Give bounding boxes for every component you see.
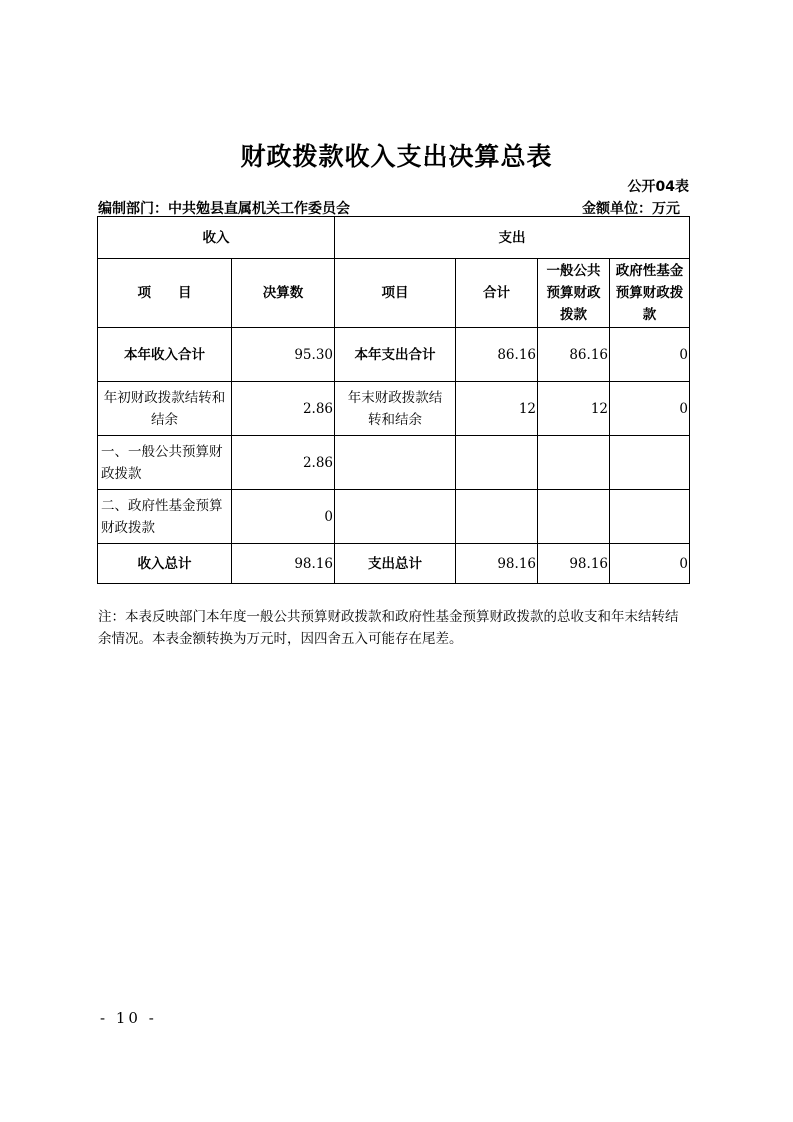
income-item: 收入总计 — [98, 544, 232, 584]
gov-fund-value — [610, 436, 690, 490]
table-row — [98, 328, 690, 382]
expense-item — [335, 490, 456, 544]
income-item-header: 项 目 — [98, 259, 232, 328]
income-value: 95.30 — [232, 328, 335, 382]
general-budget-value — [538, 490, 610, 544]
expense-total: 12 — [456, 382, 538, 436]
table-row — [98, 436, 690, 490]
gov-fund-value: 0 — [610, 382, 690, 436]
form-number: 公开04表 — [627, 179, 689, 195]
compiler-label: 编制部门：中共勉县直属机关工作委员会 — [98, 201, 350, 217]
income-header: 收入 — [98, 217, 335, 259]
table-row — [98, 382, 690, 436]
expense-total — [456, 436, 538, 490]
expense-item — [335, 436, 456, 490]
table-header-row-2 — [98, 259, 690, 328]
income-value: 2.86 — [232, 382, 335, 436]
table-row — [98, 490, 690, 544]
expense-total — [456, 490, 538, 544]
income-item: 一、一般公共预算财政拨款 — [98, 436, 232, 490]
gov-fund-value — [610, 490, 690, 544]
table-row — [98, 544, 690, 584]
expense-header: 支出 — [335, 217, 690, 259]
budget-table — [97, 216, 690, 584]
unit-label: 金额单位：万元 — [582, 201, 680, 217]
page-number: - 10 - — [100, 1009, 157, 1027]
expense-item: 支出总计 — [335, 544, 456, 584]
table-header-row-1 — [98, 217, 690, 259]
income-item: 年初财政拨款结转和结余 — [98, 382, 232, 436]
gov-fund-value: 0 — [610, 328, 690, 382]
expense-total: 98.16 — [456, 544, 538, 584]
table-note: 注：本表反映部门本年度一般公共预算财政拨款和政府性基金预算财政拨款的总收支和年末结转结余情况。本表金额转换为万元时，因四舍五入可能存在尾差。 — [98, 609, 679, 647]
general-budget-value: 98.16 — [538, 544, 610, 584]
gov-fund-value: 0 — [610, 544, 690, 584]
general-budget-value — [538, 436, 610, 490]
income-item: 二、政府性基金预算财政拨款 — [98, 490, 232, 544]
expense-total: 86.16 — [456, 328, 538, 382]
page-title: 财政拨款收入支出决算总表 — [240, 142, 553, 171]
general-budget-value: 86.16 — [538, 328, 610, 382]
income-value: 2.86 — [232, 436, 335, 490]
expense-item-header: 项目 — [335, 259, 456, 328]
income-item: 本年收入合计 — [98, 328, 232, 382]
final-amount-header: 决算数 — [232, 259, 335, 328]
income-value: 98.16 — [232, 544, 335, 584]
expense-item: 年末财政拨款结转和结余 — [335, 382, 456, 436]
total-header: 合计 — [456, 259, 538, 328]
income-value: 0 — [232, 490, 335, 544]
general-budget-header: 一般公共预算财政拨款 — [538, 259, 610, 328]
general-budget-value: 12 — [538, 382, 610, 436]
meta-line — [98, 198, 688, 218]
gov-fund-header: 政府性基金预算财政拨款 — [610, 259, 690, 328]
expense-item: 本年支出合计 — [335, 328, 456, 382]
